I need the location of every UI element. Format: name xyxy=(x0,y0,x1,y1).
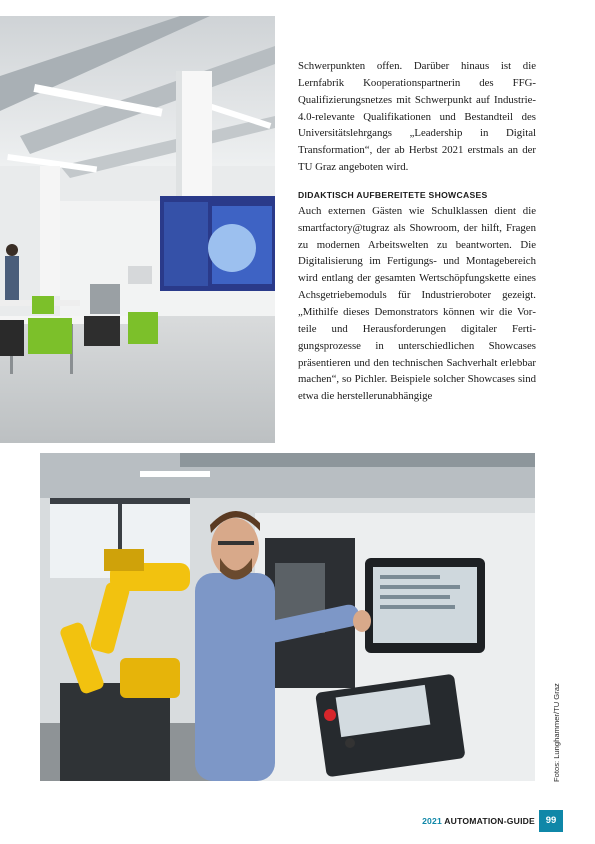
section-heading: DIDAKTISCH AUFBEREITETE SHOWCASES xyxy=(298,189,488,200)
engineer-with-robot-photo xyxy=(40,453,535,781)
article-text-column xyxy=(298,58,536,405)
photo-credit: Fotos: Lunghammer/TU Graz xyxy=(552,683,561,782)
article-paragraph-2: Auch externen Gästen wie Schulklassen dient die smartfactory@tugraz als Showroom, der hilft, Fragen zu modernen Arbeitswelten zu beantworten. Die Digitalisierung im Fertigungs- und Montagebereich wird entlang der gesamten Wertschöpfungskette eines Achsgetriebemoduls für Industrieroboter gezeigt. „Mithilfe dieses Demonstrators können wir die Vorteile und Herausforderungen digitaler Fertigungsprozesse in unterschiedlichen Showcases präsentieren und den technischen Sachverhalt erlebbar machen“, so Pichler. Beispiele solcher Showcases sind etwa die herstellerunabhängige xyxy=(298,204,536,403)
footer-publication-label xyxy=(422,815,535,827)
lab-interior-photo xyxy=(0,16,275,443)
footer-year: 2021 xyxy=(422,816,442,826)
lab-interior-illustration xyxy=(0,16,275,443)
article-paragraph-1: Schwerpunkten offen. Darüber hinaus ist die Lernfabrik Kooperationspartnerin des FFG-Qualifizierungsnetzes mit Schwerpunkt auf Industrie-4.0-relevante Qualifikationen und Bestandteil des Universitätslehrgangs „Leadership in Digital Transformation“, der ab Herbst 2021 erstmals an der TU Graz angeboten wird. xyxy=(298,60,536,174)
footer-guide-title: AUTOMATION-GUIDE xyxy=(444,816,535,826)
page-number: 99 xyxy=(539,810,563,832)
engineer-robot-illustration xyxy=(40,453,535,781)
